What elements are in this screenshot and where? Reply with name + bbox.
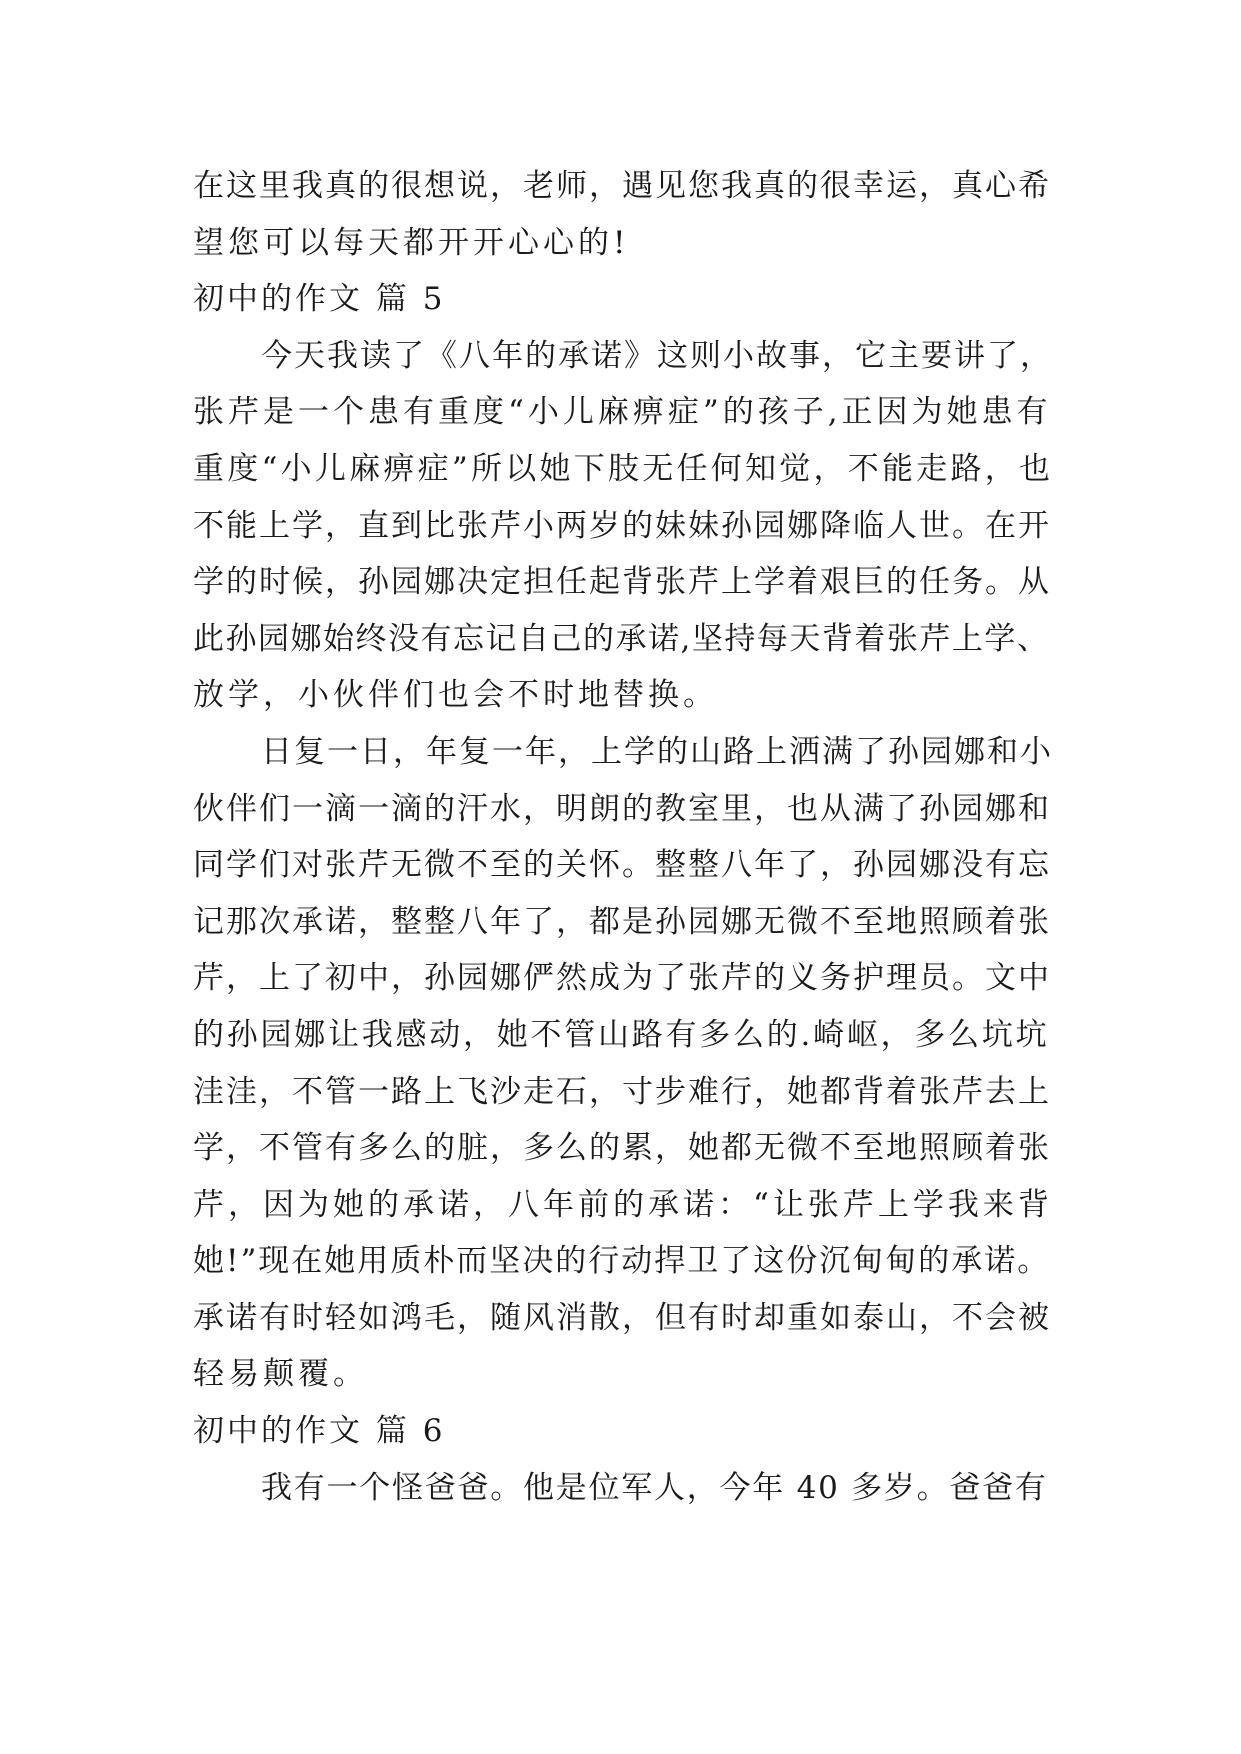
text-line: 重度“小儿麻痹症”所以她下肢无任何知觉，不能走路，也 (193, 450, 1054, 487)
text-line: 她!”现在她用质朴而坚决的行动捍卫了这份沉甸甸的承诺。 (193, 1243, 1051, 1280)
text-line: 学的时候，孙园娜决定担任起背张芹上学着艰巨的任务。从 (193, 564, 1051, 601)
text-line: 此孙园娜始终没有忘记自己的承诺,坚持每天背着张芹上学、 (193, 620, 1050, 657)
section-heading: 初中的作文 篇 5 (193, 281, 446, 318)
text-line: 张芹是一个患有重度“小儿麻痹症”的孩子,正因为她患有 (193, 394, 1052, 431)
text-line: 记那次承诺，整整八年了，都是孙园娜无微不至地照顾着张 (193, 903, 1051, 940)
text-line: 芹，上了初中，孙园娜俨然成为了张芹的义务护理员。文中 (193, 960, 1051, 997)
text-line: 不能上学，直到比张芹小两岁的妹妹孙园娜降临人世。在开 (193, 507, 1051, 544)
text-line: 望您可以每天都开开心心的! (193, 224, 630, 261)
text-line: 在这里我真的很想说，老师，遇见您我真的很幸运，真心希 (193, 168, 1051, 204)
text-line: 放学，小伙伴们也会不时地替换。 (193, 677, 718, 714)
text-line: 学，不管有多么的脏，多么的累，她都无微不至地照顾着张 (193, 1130, 1051, 1167)
text-line: 伙伴们一滴一滴的汗水，明朗的教室里，也从满了孙园娜和 (193, 790, 1051, 827)
text-line: 同学们对张芹无微不至的关怀。整整八年了，孙园娜没有忘 (193, 847, 1051, 884)
text-line: 承诺有时轻如鸿毛，随风消散，但有时却重如泰山，不会被 (193, 1299, 1051, 1336)
paragraph-first-line: 日复一日，年复一年，上学的山路上洒满了孙园娜和小 (261, 733, 1053, 770)
section-heading: 初中的作文 篇 6 (193, 1413, 446, 1450)
text-line: 芹，因为她的承诺，八年前的承诺：“让张芹上学我来背 (193, 1186, 1053, 1223)
paragraph-first-line: 我有一个怪爸爸。他是位军人，今年 40 多岁。爸爸有 (261, 1469, 1048, 1506)
text-line: 的孙园娜让我感动，她不管山路有多么的.崎岖，多么坑坑 (193, 1016, 1050, 1053)
text-line: 洼洼，不管一路上飞沙走石，寸步难行，她都背着张芹去上 (193, 1073, 1051, 1110)
paragraph-first-line: 今天我读了《八年的承诺》这则小故事，它主要讲了， (261, 337, 1053, 374)
document-page (193, 158, 1053, 1516)
text-line: 轻易颠覆。 (193, 1356, 368, 1393)
